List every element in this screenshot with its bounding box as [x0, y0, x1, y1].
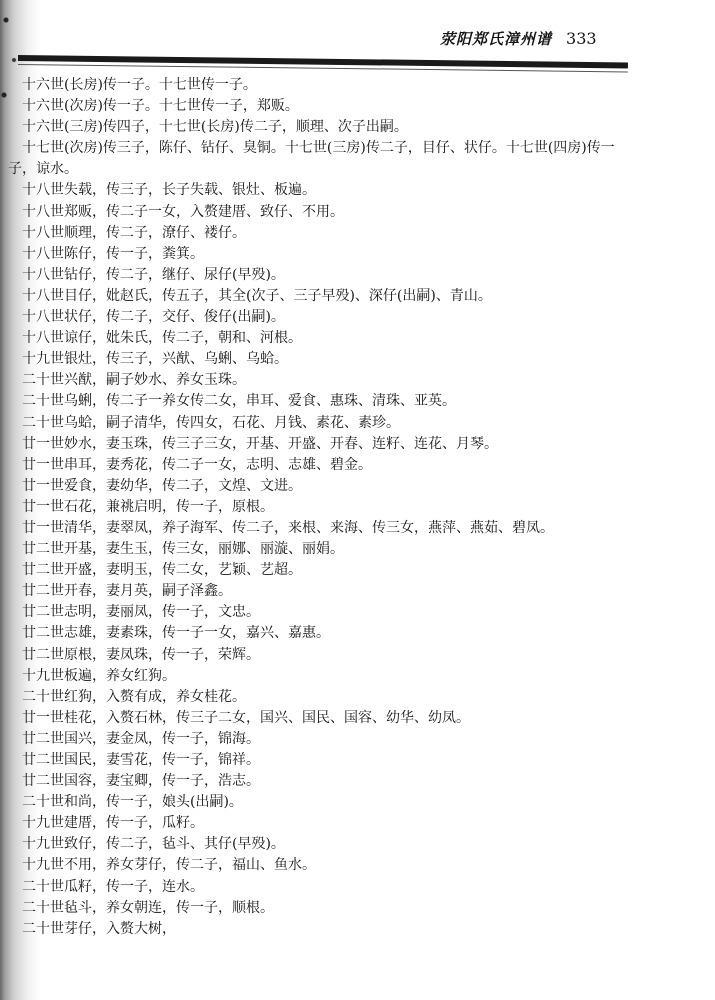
text-line: 二十世乌蜊，传二子一养女传二女，串耳、爱食、惠珠、清珠、亚英。	[22, 393, 456, 410]
text-line: 廿二世国兴，妻金凤，传一子，锦海。	[22, 730, 260, 747]
header-title: 荥阳郑氏漳州谱	[440, 30, 553, 48]
text-line: 十六世(长房)传一子。十七世传一子。	[22, 77, 257, 93]
text-line: 廿二世原根，妻凤珠，传一子，荣辉。	[22, 646, 260, 663]
text-line: 十七世(次房)传三子，陈仔、钻仔、臭铜。十七世(三房)传二子，目仔、状仔。十七世(四房)传一	[22, 140, 615, 157]
text-line: 廿一世爱食，妻幼华，传二子，文煌、文进。	[22, 477, 302, 494]
text-line: 二十世和尚，传一子，娘头(出嗣)。	[22, 794, 243, 811]
text-line: 十九世板遍，养女红狗。	[22, 667, 176, 684]
text-line: 廿一世清华，妻翠凤，养子海军、传二子，来根、来海、传三女，燕萍、燕茹、碧凤。	[22, 519, 554, 536]
text-line: 廿一世石花，兼祧启明，传一子，原根。	[22, 498, 274, 515]
text-line: 二十世瓜籽，传一子，连水。	[22, 878, 204, 895]
header-rule	[18, 55, 628, 68]
text-line: 十九世致仔，传二子，毡斗、其仔(早殁)。	[22, 836, 285, 853]
text-line: 二十世红狗，入赘有成，养女桂花。	[22, 688, 246, 705]
text-line: 子，谅水。	[8, 161, 78, 178]
text-line: 十九世银灶，传三子，兴猷、乌蜊、乌蛤。	[22, 351, 288, 368]
text-line: 十八世钻仔，传二子，继仔、尿仔(早殁)。	[22, 266, 285, 283]
text-line: 二十世芽仔，入赘大树，	[22, 920, 176, 937]
text-line: 廿一世串耳，妻秀花，传二子一女，志明、志雄、碧金。	[22, 456, 372, 473]
text-line: 廿二世国民，妻雪花，传一子，锦祥。	[22, 752, 260, 768]
page-number: 333	[566, 29, 597, 48]
text-line: 廿一世妙水，妻玉珠，传三子三女，开基、开盛、开春、连籽、连花、月琴。	[22, 435, 498, 452]
text-line: 十八世状仔，传二子，交仔、俊仔(出嗣)。	[22, 309, 285, 326]
text-line: 十八世失载，传三子，长子失载、银灶、板遍。	[22, 182, 316, 199]
text-line: 十八世陈仔，传一子，粪箕。	[22, 245, 204, 262]
text-line: 十八世顺理，传二子，潦仔、褛仔。	[22, 224, 246, 241]
text-line: 廿二世志明，妻丽凤，传一子，文忠。	[22, 604, 260, 621]
running-header	[440, 28, 597, 52]
text-line: 十八世郑贩，传二子一女，入赘建厝、致仔、不用。	[22, 203, 344, 220]
text-line: 十九世不用，养女芽仔，传二子，福山、鱼水。	[22, 857, 316, 874]
text-line: 十八世谅仔，妣朱氏，传二子，朝和、河根。	[22, 330, 302, 347]
genealogy-text	[8, 75, 692, 940]
text-line: 廿二世开盛，妻明玉，传二女，艺颖、艺超。	[22, 562, 302, 579]
text-line: 廿二世志雄，妻素珠，传一子一女，嘉兴、嘉惠。	[22, 625, 330, 642]
text-line: 二十世毡斗，养女朝连，传一子，顺根。	[22, 899, 274, 916]
text-line: 二十世兴猷，嗣子妙水、养女玉珠。	[22, 372, 246, 389]
text-line: 廿二世开春，妻月英，嗣子泽鑫。	[22, 583, 232, 600]
text-line: 廿二世国容，妻宝卿，传一子，浩志。	[22, 773, 260, 790]
text-line: 廿一世桂花，入赘石林，传三子二女，国兴、国民、国容、幼华、幼凤。	[22, 709, 470, 726]
text-line: 十六世(次房)传一子。十七世传一子，郑贩。	[22, 98, 299, 115]
text-line: 廿二世开基，妻生玉，传三女，丽娜、丽漩、丽娟。	[22, 541, 344, 558]
text-line: 十九世建厝，传一子，瓜籽。	[22, 815, 204, 832]
text-line: 十八世目仔，妣赵氏，传五子，其全(次子、三子早殁)、深仔(出嗣)、青山。	[22, 287, 492, 304]
text-line: 十六世(三房)传四子，十七世(长房)传二子，顺理、次子出嗣。	[22, 119, 408, 136]
text-line: 二十世乌蛤，嗣子清华，传四女，石花、月钱、素花、素珍。	[22, 414, 400, 431]
